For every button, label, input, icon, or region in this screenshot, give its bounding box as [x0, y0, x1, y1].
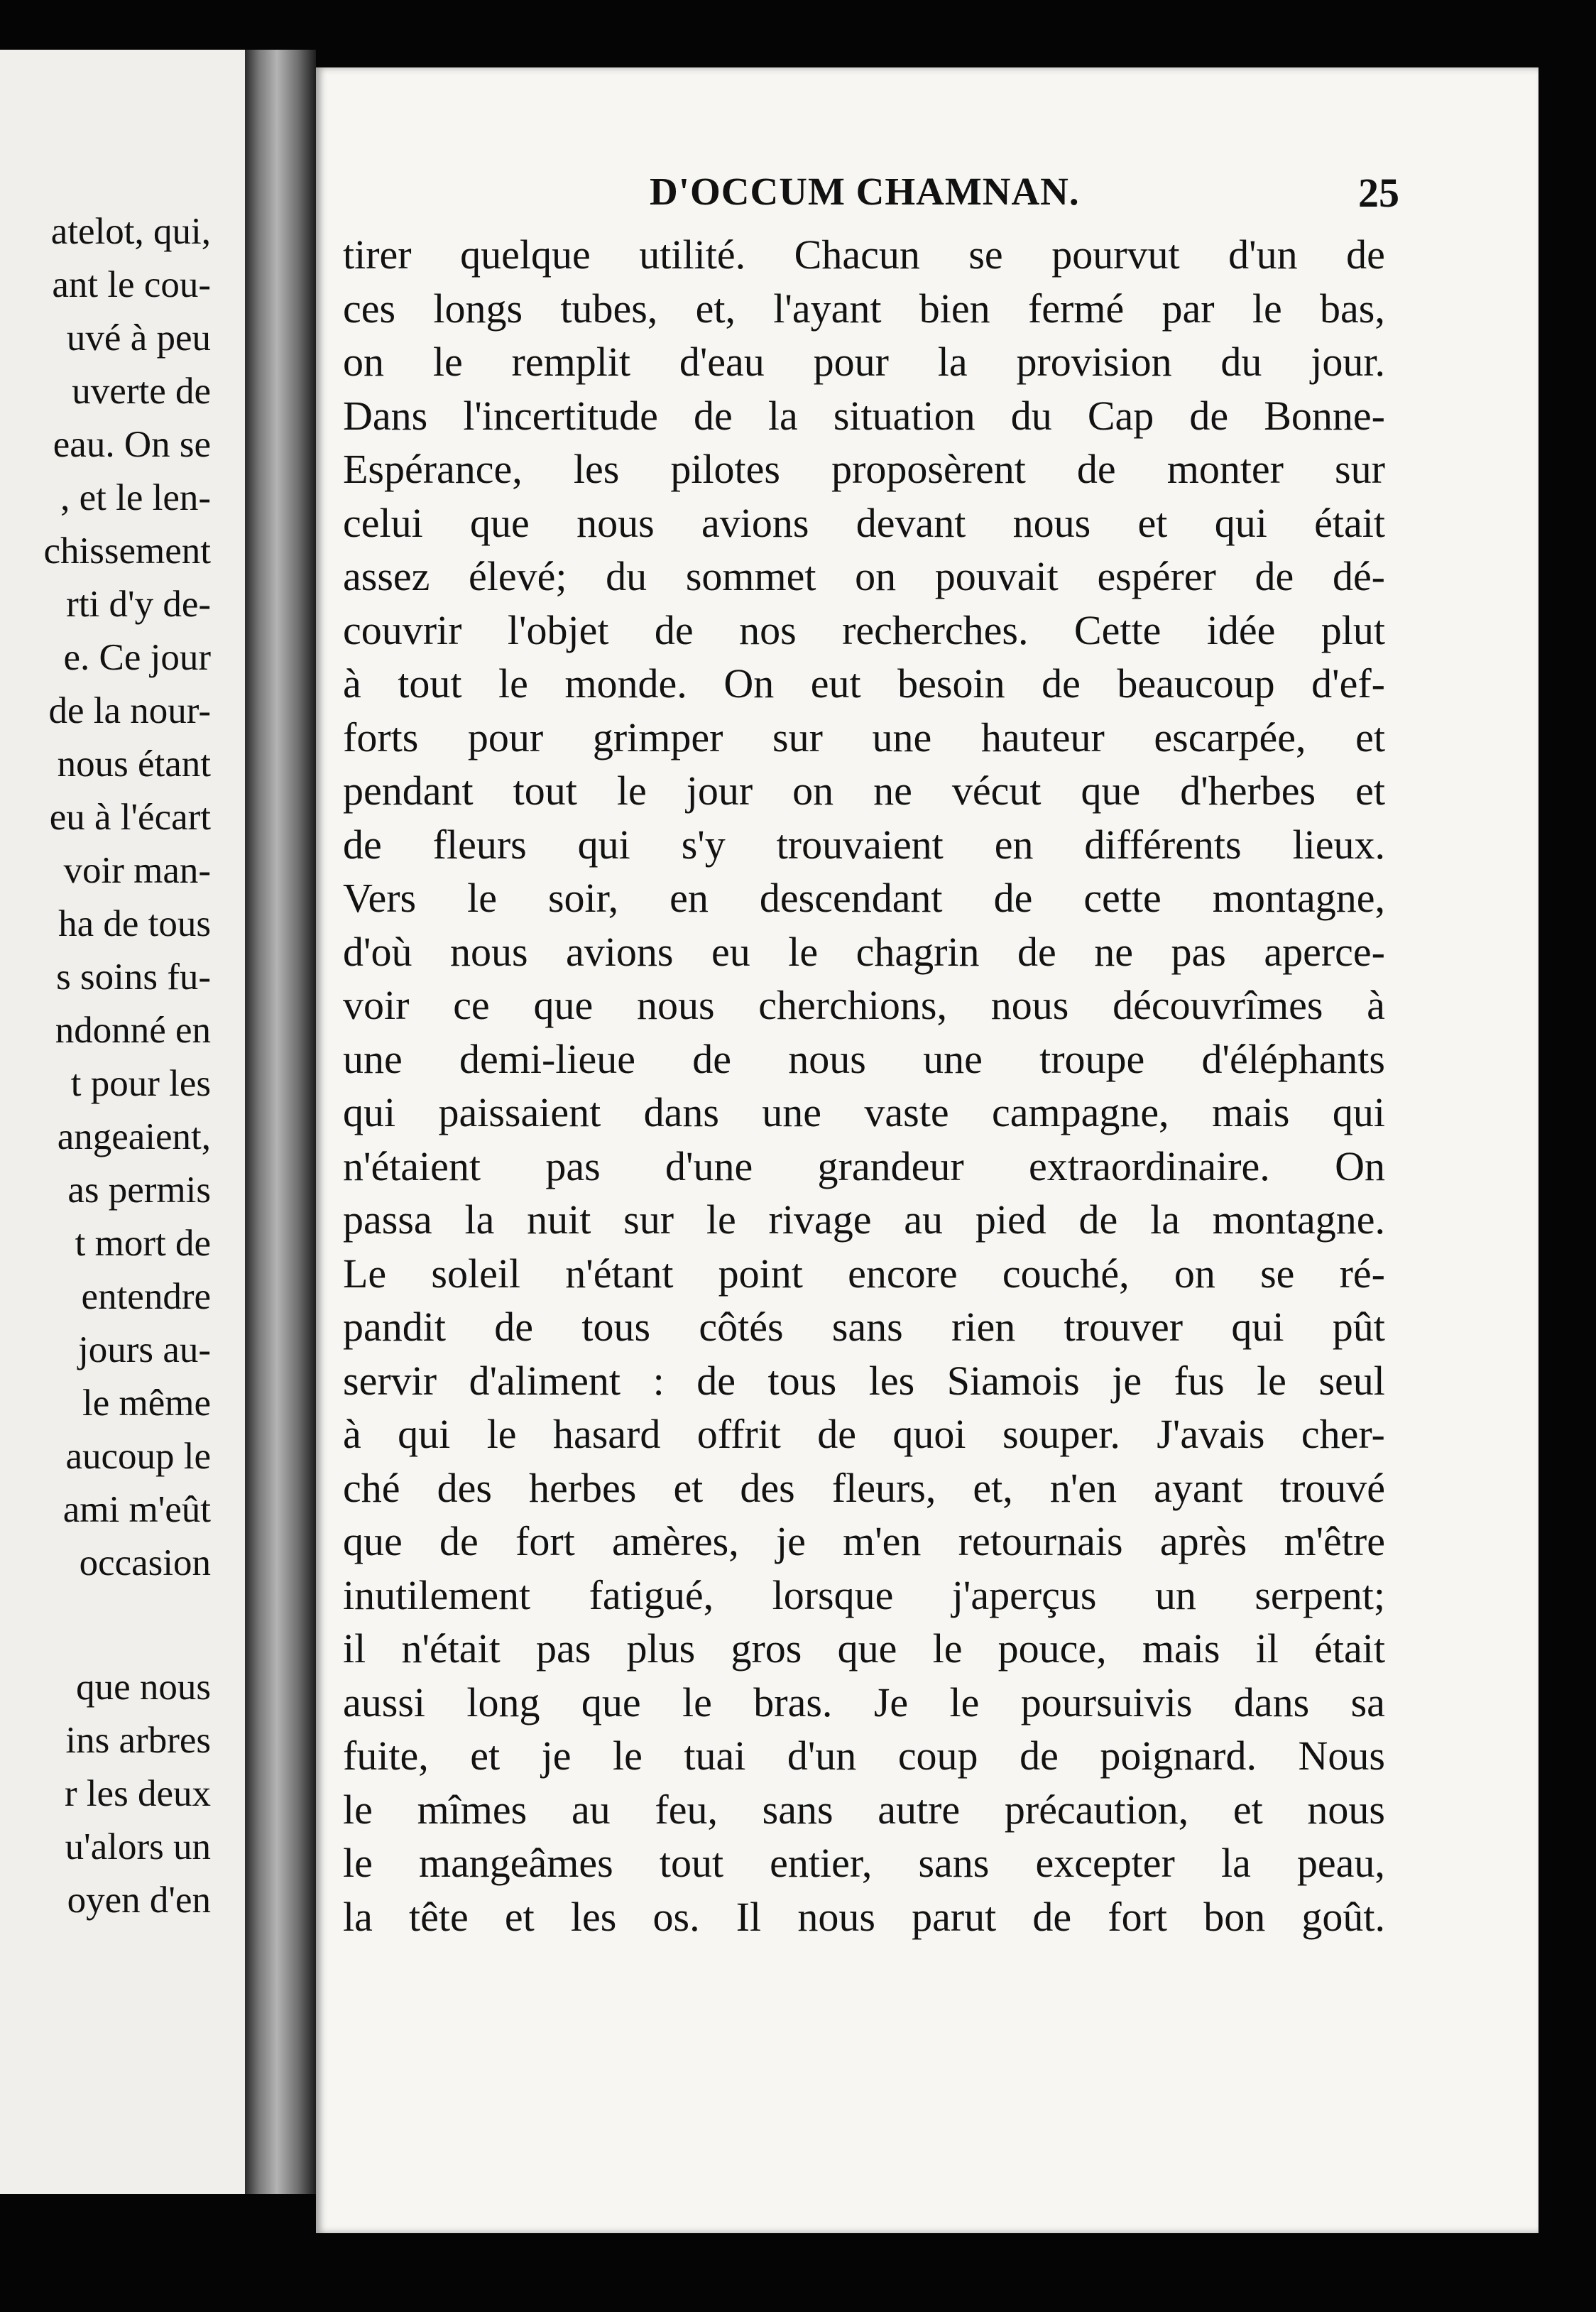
left-page-line: nous étant	[57, 743, 211, 785]
left-page-line: e. Ce jour	[63, 637, 211, 678]
left-page-line: eu à l'écart	[49, 797, 211, 838]
text-line: fuite, et je le tuai d'un coup de poignard. Nous	[343, 1733, 1385, 1779]
text-line: inutilement fatigué, lorsque j'aperçus un serpent;	[343, 1571, 1385, 1618]
left-page-line: occasion	[79, 1542, 211, 1583]
left-page-line: ami m'eût	[62, 1489, 211, 1530]
left-page-line: rti d'y de-	[66, 584, 211, 625]
text-line: ces longs tubes, et, l'ayant bien fermé par le bas,	[343, 285, 1385, 332]
text-line: une demi-lieue de nous une troupe d'éléphants	[343, 1035, 1385, 1082]
text-line: que de fort amères, je m'en retournais après m'être	[343, 1518, 1385, 1564]
left-page-line: entendre	[81, 1276, 211, 1317]
left-page-line: as permis	[67, 1169, 211, 1211]
left-page-line: t mort de	[75, 1223, 211, 1264]
left-page-line: u'alors un	[65, 1826, 211, 1867]
left-page-line: ins arbres	[65, 1720, 211, 1761]
text-line: il n'était pas plus gros que le pouce, mais il était	[343, 1625, 1385, 1672]
left-page-line: oyen d'en	[67, 1880, 211, 1921]
text-line: tirer quelque utilité. Chacun se pourvut d'un de	[343, 231, 1385, 278]
text-line: à tout le monde. On eut besoin de beaucoup d'ef-	[343, 660, 1385, 707]
text-line: Espérance, les pilotes proposèrent de monter sur	[343, 446, 1385, 492]
text-line: voir ce que nous cherchions, nous découvrîmes à	[343, 982, 1385, 1028]
text-line: celui que nous avions devant nous et qui était	[343, 499, 1385, 546]
text-line: aussi long que le bras. Je le poursuivis dans sa	[343, 1679, 1385, 1725]
text-line: qui paissaient dans une vaste campagne, mais qui	[343, 1089, 1385, 1135]
text-line: forts pour grimper sur une hauteur escarpée, et	[343, 714, 1385, 760]
left-page-line: r les deux	[64, 1773, 211, 1814]
text-line: à qui le hasard offrit de quoi souper. J'avais cher-	[343, 1411, 1385, 1457]
left-page-line: ant le cou-	[52, 264, 211, 305]
text-line: n'étaient pas d'une grandeur extraordinaire. On	[343, 1143, 1385, 1189]
left-page-line: jours au-	[78, 1329, 211, 1370]
text-line: le mîmes au feu, sans autre précaution, et nous	[343, 1786, 1385, 1833]
left-page-line: t pour les	[70, 1063, 211, 1104]
left-page-line: que nous	[76, 1667, 211, 1708]
text-line: de fleurs qui s'y trouvaient en différents lieux.	[343, 821, 1385, 868]
text-line: Le soleil n'étant point encore couché, on se ré-	[343, 1250, 1385, 1297]
left-page-line: uverte de	[72, 371, 211, 412]
left-page	[0, 50, 245, 2194]
right-page	[316, 67, 1538, 2233]
left-page-line: aucoup le	[65, 1436, 211, 1477]
text-line: Vers le soir, en descendant de cette montagne,	[343, 875, 1385, 921]
page-number: 25	[1358, 170, 1399, 216]
text-line: d'où nous avions eu le chagrin de ne pas aperce-	[343, 928, 1385, 975]
left-page-line: ha de tous	[58, 903, 211, 944]
left-page-line: s soins fu-	[56, 956, 211, 998]
text-line: Dans l'incertitude de la situation du Cap de Bonne-	[343, 392, 1385, 439]
left-page-line: uvé à peu	[66, 317, 211, 359]
text-line: couvrir l'objet de nos recherches. Cette idée plut	[343, 606, 1385, 653]
text-line: la tête et les os. Il nous parut de fort bon goût.	[343, 1893, 1385, 1940]
text-line: assez élevé; du sommet on pouvait espérer de dé-	[343, 553, 1385, 599]
text-line: passa la nuit sur le rivage au pied de la montagne.	[343, 1196, 1385, 1243]
running-head-title: D'OCCUM CHAMNAN.	[650, 170, 1080, 213]
left-page-line: eau. On se	[53, 424, 211, 465]
left-page-line: angeaient,	[57, 1116, 211, 1157]
running-head	[316, 169, 1538, 216]
left-page-line: ndonné en	[55, 1010, 211, 1051]
left-page-line: chissement	[43, 530, 211, 572]
left-page-line: atelot, qui,	[50, 211, 211, 252]
text-line: le mangeâmes tout entier, sans excepter la peau,	[343, 1840, 1385, 1886]
text-line: pandit de tous côtés sans rien trouver qui pût	[343, 1304, 1385, 1350]
text-line: pendant tout le jour on ne vécut que d'herbes et	[343, 768, 1385, 814]
left-page-line: , et le len-	[60, 477, 211, 518]
left-page-line: de la nour-	[48, 690, 211, 731]
left-page-line: le même	[82, 1383, 211, 1424]
left-page-line: voir man-	[63, 850, 211, 891]
text-line: ché des herbes et des fleurs, et, n'en ayant trouvé	[343, 1464, 1385, 1511]
book-gutter	[245, 50, 316, 2194]
body-text	[343, 231, 1385, 1946]
text-line: on le remplit d'eau pour la provision du jour.	[343, 339, 1385, 385]
text-line: servir d'aliment : de tous les Siamois je fus le seul	[343, 1357, 1385, 1404]
